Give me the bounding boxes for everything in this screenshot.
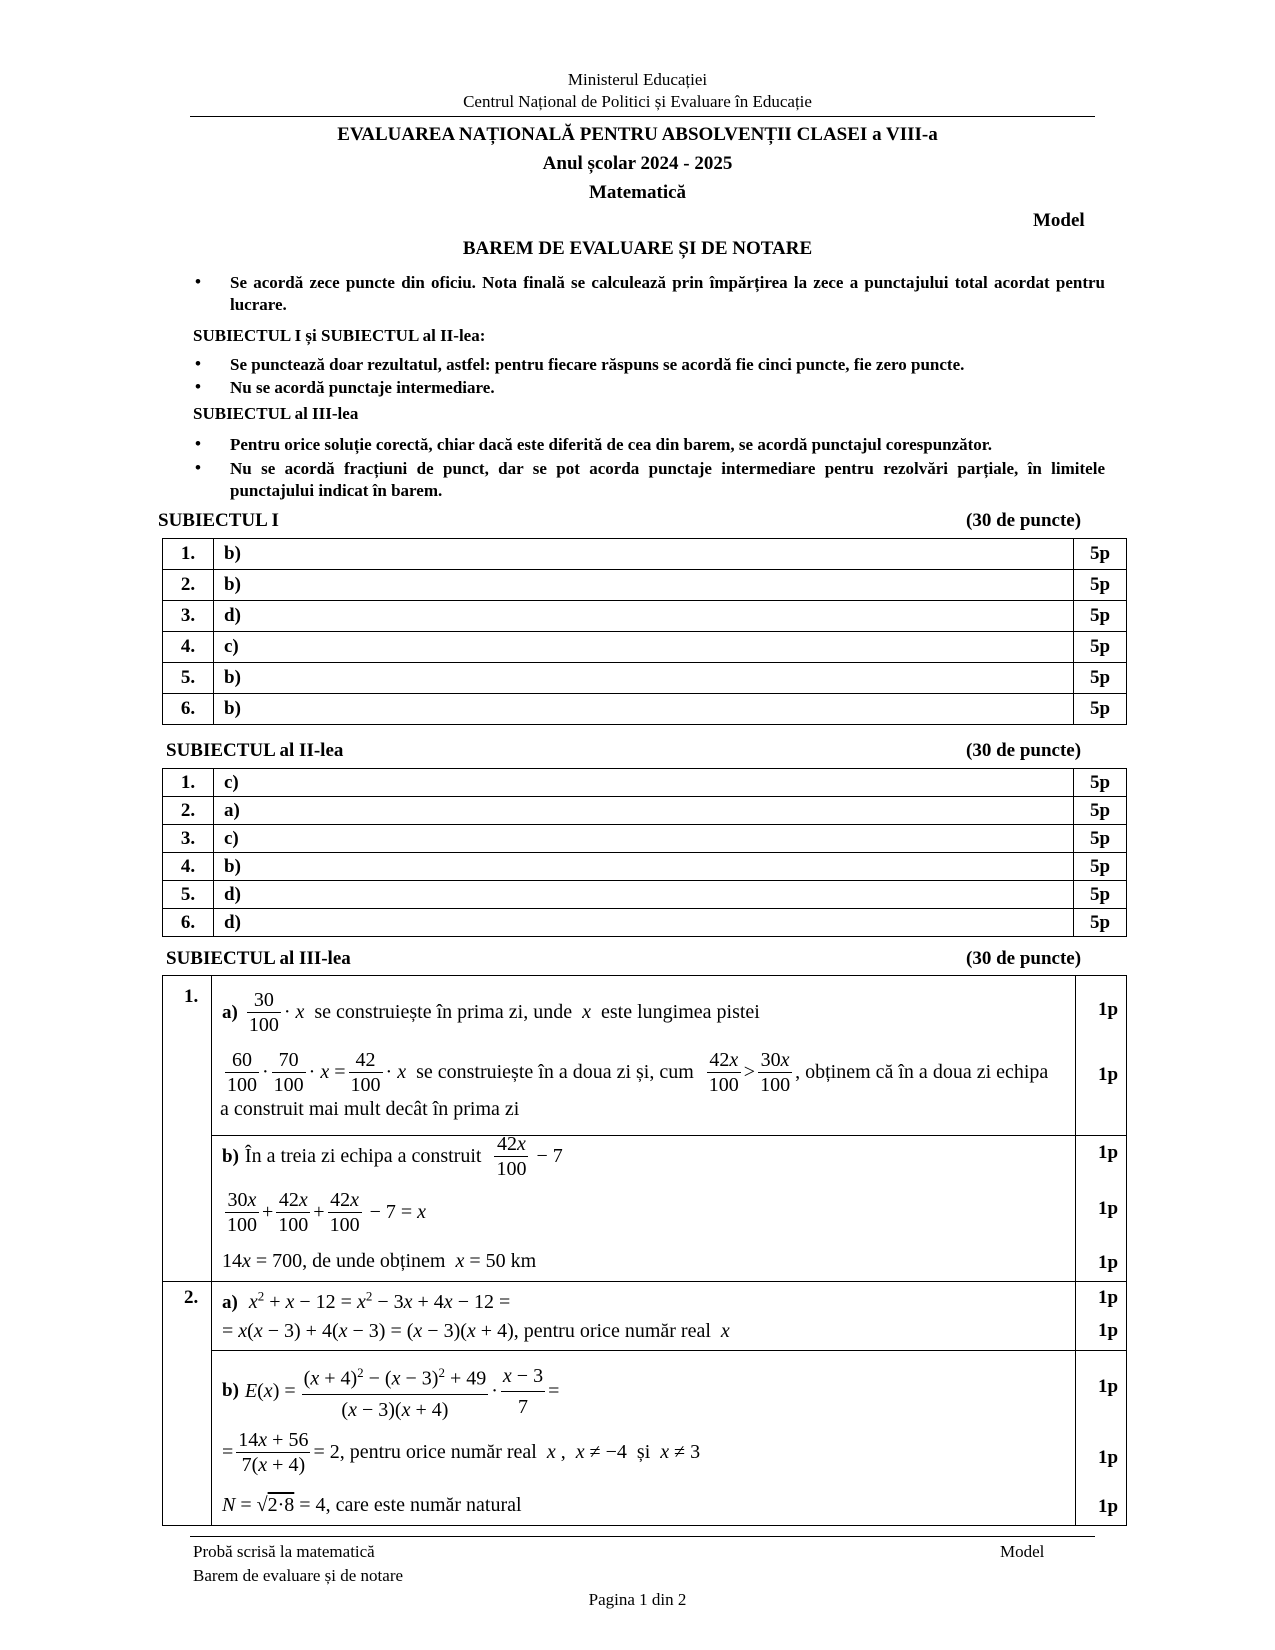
s2-title: SUBIECTUL al II-lea [166,740,344,761]
bullet-icon: • [195,434,201,453]
header-divider [190,116,1095,117]
table-row: 2. b) 5p [163,570,1127,601]
s1-title: SUBIECTUL I [158,510,279,531]
p2a-line2: = x(x − 3) + 4(x − 3) = (x − 3)(x + 4), pentru orice număr real x [222,1320,730,1342]
footer-barem: Barem de evaluare și de notare [193,1566,404,1585]
p1a-point1: 1p [1098,999,1119,1020]
p1b-point1: 1p [1098,1142,1119,1163]
bullet-icon: • [195,377,201,396]
rule-s12-2: • Nu se acordă punctaje intermediare. [195,377,495,397]
s12-heading: SUBIECTUL I și SUBIECTUL al II-lea: [193,326,486,345]
s3-points: (30 de puncte) [966,948,1082,969]
subject-name: Matematică [588,182,687,203]
exam-title: EVALUAREA NAȚIONALĂ PENTRU ABSOLVENȚII CLASEI a VIII-a [337,124,938,145]
problem-1-number: 1. [184,986,199,1007]
s3-heading: SUBIECTUL al III-lea [193,404,359,423]
p2b-point3: 1p [1098,1496,1119,1517]
fraction: $\frac{60}{100}$ [227,1049,257,1096]
p2b-line2: = $\frac{14x + 56}{7(x + 4)}$ = 2 , pentru orice număr real x , x ≠ −4 și x ≠ 3 [222,1429,701,1476]
s1-points: (30 de puncte) [966,510,1082,531]
footer-exam: Probă scrisă la matematică [193,1542,375,1561]
fraction: $\frac{(x + 4)^2 - (x - 3)^2 + 49}{(x - 3)(x + 4)}$ [302,1358,489,1425]
ministry-name: Ministerul Educației [567,70,708,89]
table-row: 4. c) 5p [163,632,1127,663]
fraction: $\frac{42}{100}$ [350,1049,381,1096]
p2b-point1: 1p [1098,1376,1119,1397]
bullet-icon: • [195,458,201,477]
problem-2-number: 2. [184,1287,199,1308]
p1b-line1: b) În a treia zi echipa a construit $\frac{42x}{100}$ − 7 [222,1133,563,1180]
table-row: 1. c) 5p [163,769,1127,797]
p2b-line1: b) E(x) = $\frac{(x + 4)^2 - (x - 3)^2 + 49}{(x - 3)(x + 4)}$ · $\frac{x - 3}{7}$ = [222,1358,559,1425]
rule-s12-1: • Se punctează doar rezultatul, astfel: pentru fiecare răspuns se acordă fie cinci puncte, fie zero puncte. [195,354,965,374]
s2-points: (30 de puncte) [966,740,1082,761]
s2-table [162,768,1127,937]
fraction: $\frac{42x}{100}$ [329,1189,360,1236]
s1-table [162,538,1127,725]
p2a-point2: 1p [1098,1320,1119,1341]
p1a-line1: a) $\frac{30}{100}$ · x se construiește în prima zi, unde x este lungimea pistei [222,989,760,1036]
rule-s3-2: • Nu se acordă fracțiuni de punct, dar se pot acorda punctaje intermediare pentru rezolvări parțiale, în limitele punctajului indicat în barem. [195,458,1105,500]
rule-s3-1: • Pentru orice soluție corectă, chiar dacă este diferită de cea din barem, se acordă punctajul corespunzător. [195,434,993,454]
table-row: 3. c) 5p [163,825,1127,853]
table-row: 6. d) 5p [163,909,1127,937]
bullet-icon: • [195,272,201,291]
bullet-icon: • [195,354,201,373]
p1a-point2: 1p [1098,1064,1119,1085]
table-row: 4. b) 5p [163,853,1127,881]
barem-title: BAREM DE EVALUARE ȘI DE NOTARE [462,238,813,259]
p2b-line3: N = √2·8 = 4, care este număr natural [222,1494,522,1516]
fraction: $\frac{x - 3}{7}$ [501,1361,545,1422]
fraction: $\frac{42x}{100}$ [278,1189,309,1236]
fraction: $\frac{70}{100}$ [273,1049,304,1096]
fraction: $\frac{14x + 56}{7(x + 4)}$ [238,1429,309,1476]
model-label: Model [1033,210,1085,231]
p1b-line3: 14x = 700, de unde obținem x = 50 km [222,1250,537,1272]
footer-model: Model [1000,1542,1045,1561]
table-row: 5. b) 5p [163,663,1127,694]
p2a-line1: a) $x^2 + x - 12 = x^2 - 3x + 4x - 12$ = [222,1288,511,1313]
fraction: $\frac{42x}{100}$ [708,1049,739,1096]
table-row: 3. d) 5p [163,601,1127,632]
fraction: $\frac{30x}{100}$ [227,1189,257,1236]
table-row: 2. a) 5p [163,797,1127,825]
fraction: $\frac{30x}{100}$ [760,1049,791,1096]
p1b-point2: 1p [1098,1198,1119,1219]
center-name: Centrul Național de Politici și Evaluare în Educație [463,92,812,111]
p1b-point3: 1p [1098,1252,1119,1273]
s3-title: SUBIECTUL al III-lea [166,948,351,969]
p1a-line3: a construit mai mult decât în prima zi [220,1098,520,1120]
fraction: $\frac{30}{100}$ [248,989,279,1036]
p2b-point2: 1p [1098,1447,1119,1468]
fraction: $\frac{42x}{100}$ [496,1133,527,1180]
table-row: 6. b) 5p [163,694,1127,725]
p1a-line2: $\frac{60}{100}$ · $\frac{70}{100}$ · x = $\frac{42}{100}$ · x se construiește în a doua zi și, cum $\frac{42x}{100}$ > $\frac{30x}{100}$ , obținem că în a doua zi echipa [227,1049,1049,1096]
table-row: 1. b) 5p [163,539,1127,570]
table-row: 5. d) 5p [163,881,1127,909]
school-year: Anul școlar 2024 - 2025 [542,153,733,174]
rule-general: • Se acordă zece puncte din oficiu. Nota finală se calculează prin împărțirea la zece a punctajului total acordat pentru lucrare. [195,272,1105,314]
footer-divider [190,1536,1095,1537]
p1b-line2: $\frac{30x}{100}$ + $\frac{42x}{100}$ + $\frac{42x}{100}$ − 7 = x [227,1189,427,1236]
p2a-point1: 1p [1098,1287,1119,1308]
page-number: Pagina 1 din 2 [588,1590,687,1609]
